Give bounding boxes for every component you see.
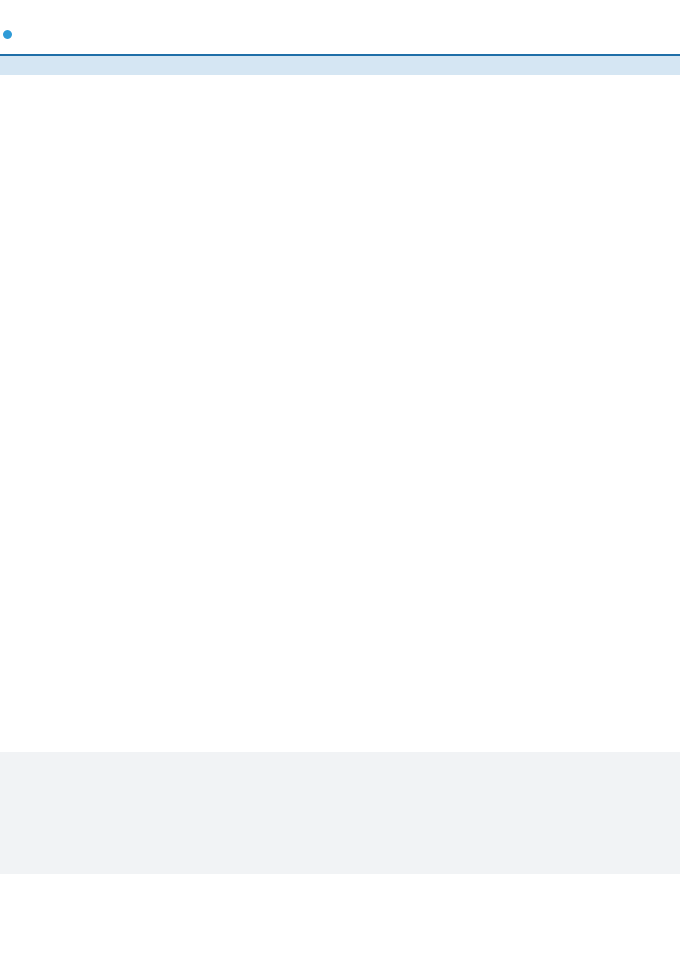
footnotes: [0, 752, 680, 874]
note-badge: [3, 30, 12, 39]
table-header: [0, 56, 680, 75]
note-ref: [2, 30, 12, 39]
section-title: [2, 26, 12, 50]
